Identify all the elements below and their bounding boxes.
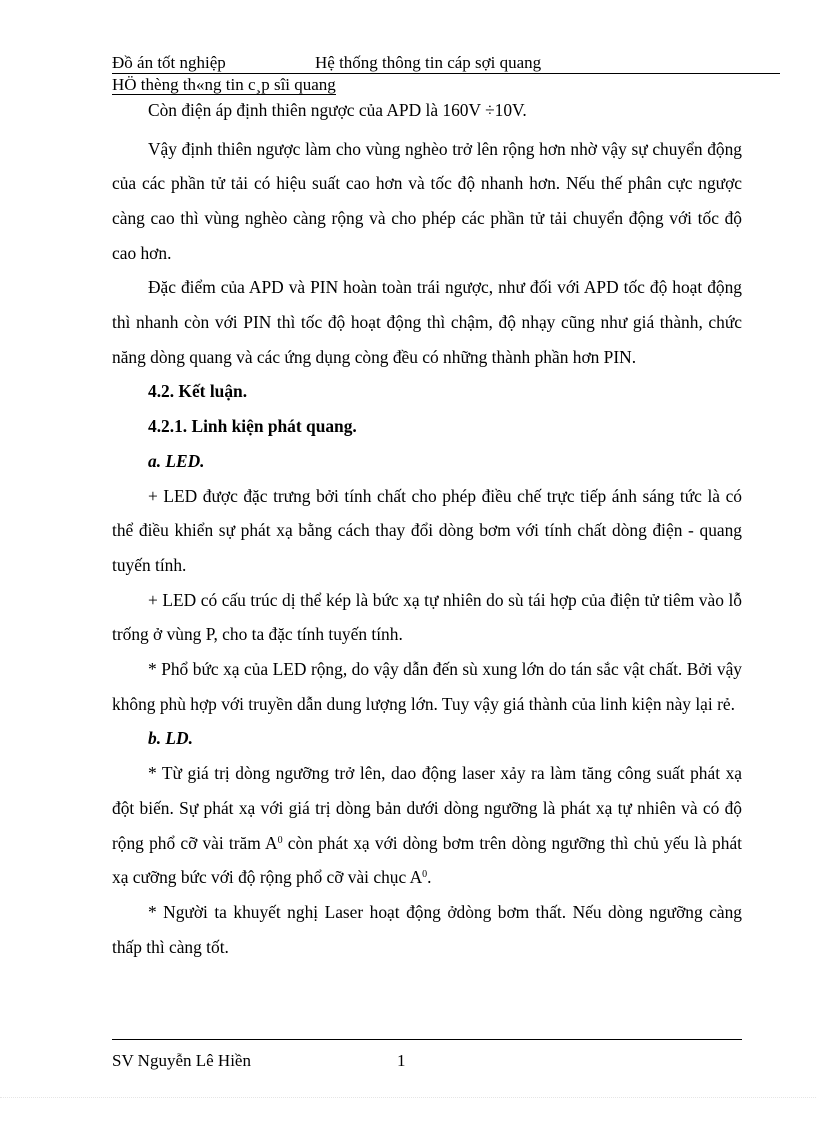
paragraph-led-modulation: + LED được đặc trưng bởi tính chất cho phép điều chế trực tiếp ánh sáng tức là có thể điều khiển sự phát xạ bằng cách thay đổi dòng bơm với tính chất dòng điện - quang tuyến tính.: [112, 485, 742, 575]
section-heading-conclusion: 4.2. Kết luận.: [148, 381, 248, 402]
footer-divider: [112, 1039, 742, 1040]
header-row: [112, 53, 780, 74]
header-subtitle: HÖ thèng th«ng tin c¸p sîi quang: [112, 75, 336, 94]
superscript-zero-2: 0: [422, 869, 428, 881]
paragraph-led-structure: + LED có cấu trúc dị thể kép là bức xạ tự nhiên do sù tái hợp của điện tử tiêm vào lỗ trống ở vùng P, cho ta đặc tính tuyến tính.: [112, 589, 742, 645]
paragraph-led-spectrum: * Phổ bức xạ của LED rộng, do vậy dẫn đến sù xung lớn do tán sắc vật chất. Bởi vậy không phù hợp với truyền dẫn dung lượng lớn. Tuy vậy giá thành của linh kiện này lại rẻ.: [112, 659, 742, 714]
header-document-title: Hệ thống thông tin cáp sợi quang: [315, 53, 542, 72]
subsection-heading-light-emitters: 4.2.1. Linh kiện phát quang.: [148, 416, 357, 437]
subheading-led: a. LED.: [148, 450, 205, 471]
page-number: 1: [397, 1051, 406, 1070]
superscript-zero-1: 0: [277, 834, 283, 846]
paragraph-reverse-bias: Vậy định thiên ngược làm cho vùng nghèo trở lên rộng hơn nhờ vậy sự chuyển động của các phần tử tải có hiệu suất cao hơn và tốc độ nhanh hơn. Nếu thế phân cực ngược càng cao thì vùng nghèo càng rộng và cho phép các phần tử tải chuyển động với tốc độ cao hơn.: [112, 138, 742, 263]
paragraph-ld-threshold: [112, 756, 742, 895]
ld-threshold-text-2: còn phát xạ với dòng bơm trên dòng ngưỡng thì chủ yếu là phát xạ cưỡng bức với độ rộng phổ cỡ vài chục A: [112, 832, 742, 888]
page-bottom-edge: [0, 1097, 816, 1098]
paragraph-apd-pin-comparison: Đặc điểm của APD và PIN hoàn toàn trái ngược, như đối với APD tốc độ hoạt động thì nhanh còn với PIN thì tốc độ hoạt động thì chậm, độ nhạy cũng như giá thành, chức năng dòng quang và các ứng dụng còng đều có những thành phần hơn PIN.: [112, 277, 742, 367]
ld-threshold-text-3: .: [427, 867, 432, 888]
header-document-type: Đồ án tốt nghiệp: [112, 53, 226, 72]
paragraph-apd-voltage: Còn điện áp định thiên ngược của APD là 160V ÷10V.: [148, 100, 527, 120]
document-body: [112, 97, 742, 964]
paragraph-ld-recommendation: * Người ta khuyết nghị Laser hoạt động ởdòng bơm thất. Nếu dòng ngưỡng càng thấp thì càng tốt.: [112, 901, 742, 957]
ld-threshold-text-1: * Từ giá trị dòng ngưỡng trở lên, dao động laser xảy ra làm tăng công suất phát xạ đột biến. Sự phát xạ với giá trị dòng bản dưới dòng ngưỡng là phát xạ tự nhiên và có độ rộng phổ cỡ vài trăm A: [112, 763, 742, 853]
page-header: [112, 53, 780, 95]
subheading-ld: b. LD.: [148, 728, 193, 749]
footer-author: SV Nguyễn Lê Hiền: [112, 1051, 251, 1070]
